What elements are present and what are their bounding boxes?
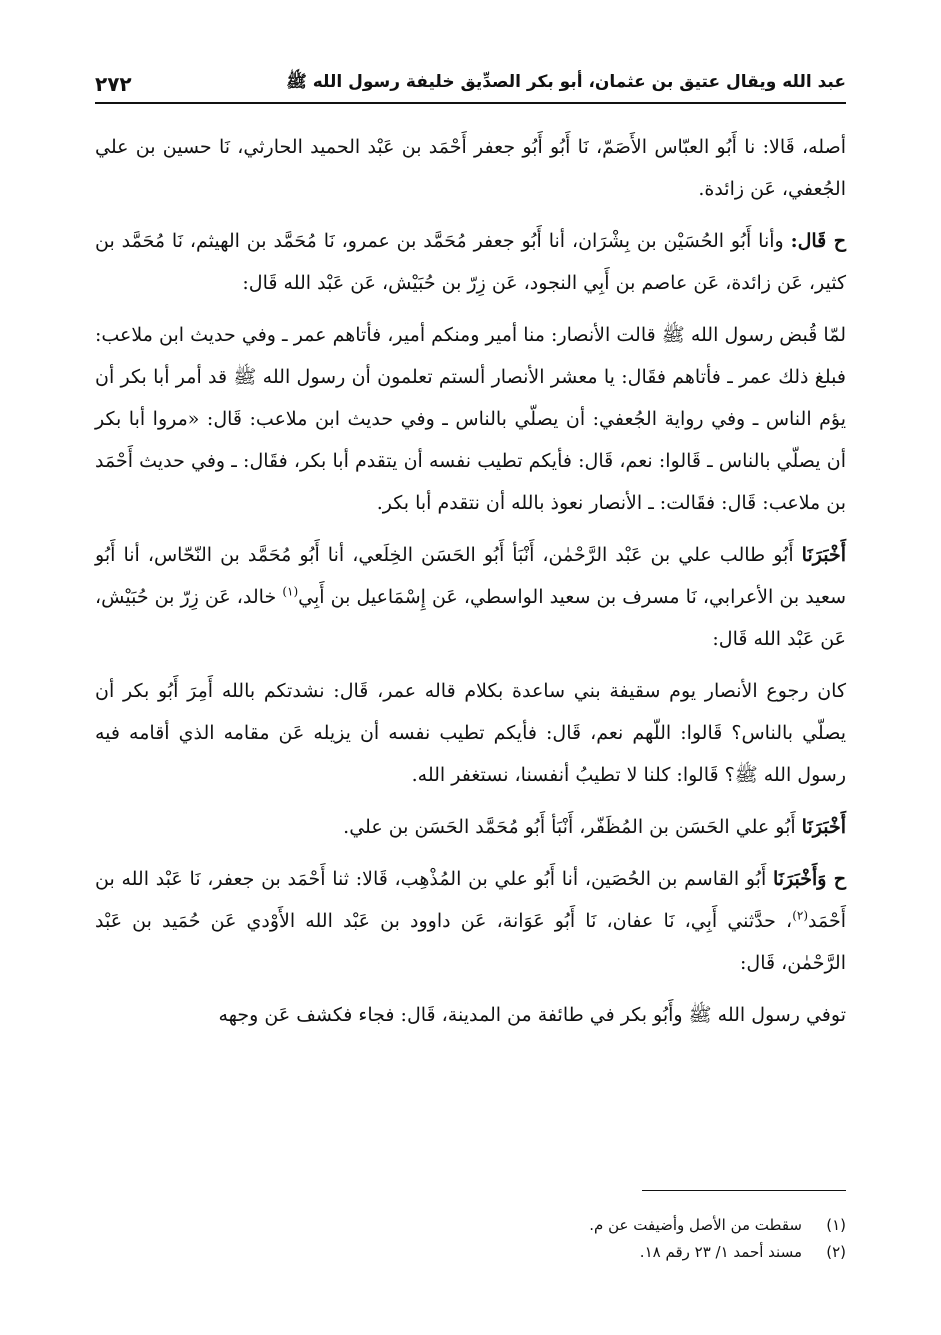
paragraph bbox=[95, 220, 846, 304]
page-header bbox=[95, 60, 846, 104]
paragraph-text: لمّا قُبض رسول الله ﷺ قالت الأنصار: منا أمير ومنكم أمير، فأتاهم عمر ـ وفي حديث ابن ملاعب: فبلغ ذلك عمر ـ فأتاهم فقَال: يا معشر الأنصار ألستم تعلمون أن رسول الله ﷺ قد أمر أبا بكر أن يؤم الناس ـ وفي رواية الجُعفي: أن يصلّي بالناس ـ وفي حديث ابن ملاعب: قَال: «مروا أبا بكر أن يصلّي بالناس ـ قَالوا: نعم، قَال: فأيكم تطيب نفسه أن يتقدم أبا بكر، فقَال: ـ وفي حديث أَحْمَد بن ملاعب: قَال: فقَالت: ـ الأنصار نعوذ بالله أن نتقدم أبا بكر. bbox=[95, 324, 846, 514]
paragraph-tail: خالد، عَن زِرّ بن حُبَيْش، عَن عَبْد الله قَال: bbox=[95, 586, 846, 650]
paragraph-lead: أَخْبَرَنَا bbox=[801, 544, 846, 566]
footnote-ref[interactable]: (٢) bbox=[792, 908, 809, 923]
paragraph-text: أَبُو علي الحَسَن بن المُظَفّر، أَنْبَأ أَبُو مُحَمَّد الحَسَن بن علي. bbox=[343, 816, 802, 838]
footnote-ref[interactable]: (١) bbox=[282, 584, 299, 599]
paragraph-text: كان رجوع الأنصار يوم سقيفة بني ساعدة بكلام قاله عمر، قَال: نشدتكم بالله أَمِرَ أَبُو بكر أن يصلّي بالناس؟ قَالوا: اللّهم نعم، قَال: فأيكم تطيب نفسه أن يزيله عَن مقامه الذي أقامه فيه رسول الله ﷺ؟ قَالوا: كلنا لا تطيبُ أنفسنا، نستغفر الله. bbox=[95, 680, 846, 786]
paragraph-lead: أَخْبَرَنَا bbox=[801, 816, 846, 838]
footnotes bbox=[589, 1190, 846, 1261]
footnote-text: سقطت من الأصل وأضيفت عن م. bbox=[589, 1216, 802, 1234]
footnote bbox=[100, 1239, 846, 1266]
paragraph bbox=[95, 670, 846, 796]
footnote-text: مسند أحمد ١/ ٢٣ رقم ١٨. bbox=[639, 1243, 802, 1261]
paragraph-text: توفي رسول الله ﷺ وأَبُو بكر في طائفة من المدينة، قَال: فجاء فكشف عَن وجهه bbox=[218, 1004, 846, 1026]
paragraph-lead: ح قَال: bbox=[790, 230, 846, 252]
paragraph bbox=[95, 126, 846, 210]
paragraph-text: أصله، قَالا: نا أَبُو العبّاس الأَصَمّ، نَا أَبُو أَبُو جعفر أَحْمَد بن عَبْد الحميد الحارثي، نَا حسين بن علي الجُعفي، عَن زائدة. bbox=[95, 136, 846, 200]
page-number: ٢٧٢ bbox=[95, 72, 132, 96]
footnote-divider bbox=[642, 1190, 846, 1191]
footnote-number: (١) bbox=[826, 1216, 846, 1234]
paragraph bbox=[95, 858, 846, 984]
paragraph bbox=[95, 534, 846, 660]
footnote-number: (٢) bbox=[826, 1243, 846, 1261]
main-text bbox=[95, 126, 846, 1036]
paragraph-text: أَبُو طالب علي بن عَبْد الرَّحْمٰن، أَنْبَأ أَبُو الحَسَن الخِلَعي، أنا أَبُو مُحَمَّد بن النّحّاس، أنا أَبُو سعيد بن الأعرابي، نَا مسرف بن سعيد الواسطي، عَن إِسْمَاعيل بن أَبِي bbox=[95, 544, 846, 608]
paragraph bbox=[95, 994, 846, 1036]
footnote-list bbox=[100, 1212, 846, 1266]
paragraph-tail: ، حدَّثني أَبِي، نَا عفان، نَا أَبُو عَوَانة، عَن داوود بن عَبْد الله الأَوْدي عَن حُمَيد بن عَبْد الرَّحْمٰن، قَال: bbox=[95, 910, 846, 974]
paragraph-lead: ح وَأَخْبَرَنَا bbox=[772, 868, 847, 890]
running-title: عبد الله ويقال عتيق بن عثمان، أبو بكر الصدِّيق خليفة رسول الله ﷺ bbox=[286, 72, 846, 92]
paragraph-text: وأنا أَبُو الحُسَيْن بن بِشْرَان، أنا أَبُو جعفر مُحَمَّد بن عمرو، نَا مُحَمَّد بن الهيثم، نَا مُحَمَّد بن كثير، عَن زائدة، عَن عاصم بن أَبِي النجود، عَن زِرّ بن حُبَيْش، عَن عَبْد الله قَال: bbox=[95, 230, 846, 294]
paragraph bbox=[95, 806, 846, 848]
paragraph-text: أَبُو القاسم بن الحُصَين، أنا أَبُو علي بن المُذْهِب، قَالا: ثنا أَحْمَد بن جعفر، نَا عَبْد الله بن أَحْمَد bbox=[95, 868, 846, 932]
footnote bbox=[100, 1212, 846, 1239]
paragraph bbox=[95, 314, 846, 524]
